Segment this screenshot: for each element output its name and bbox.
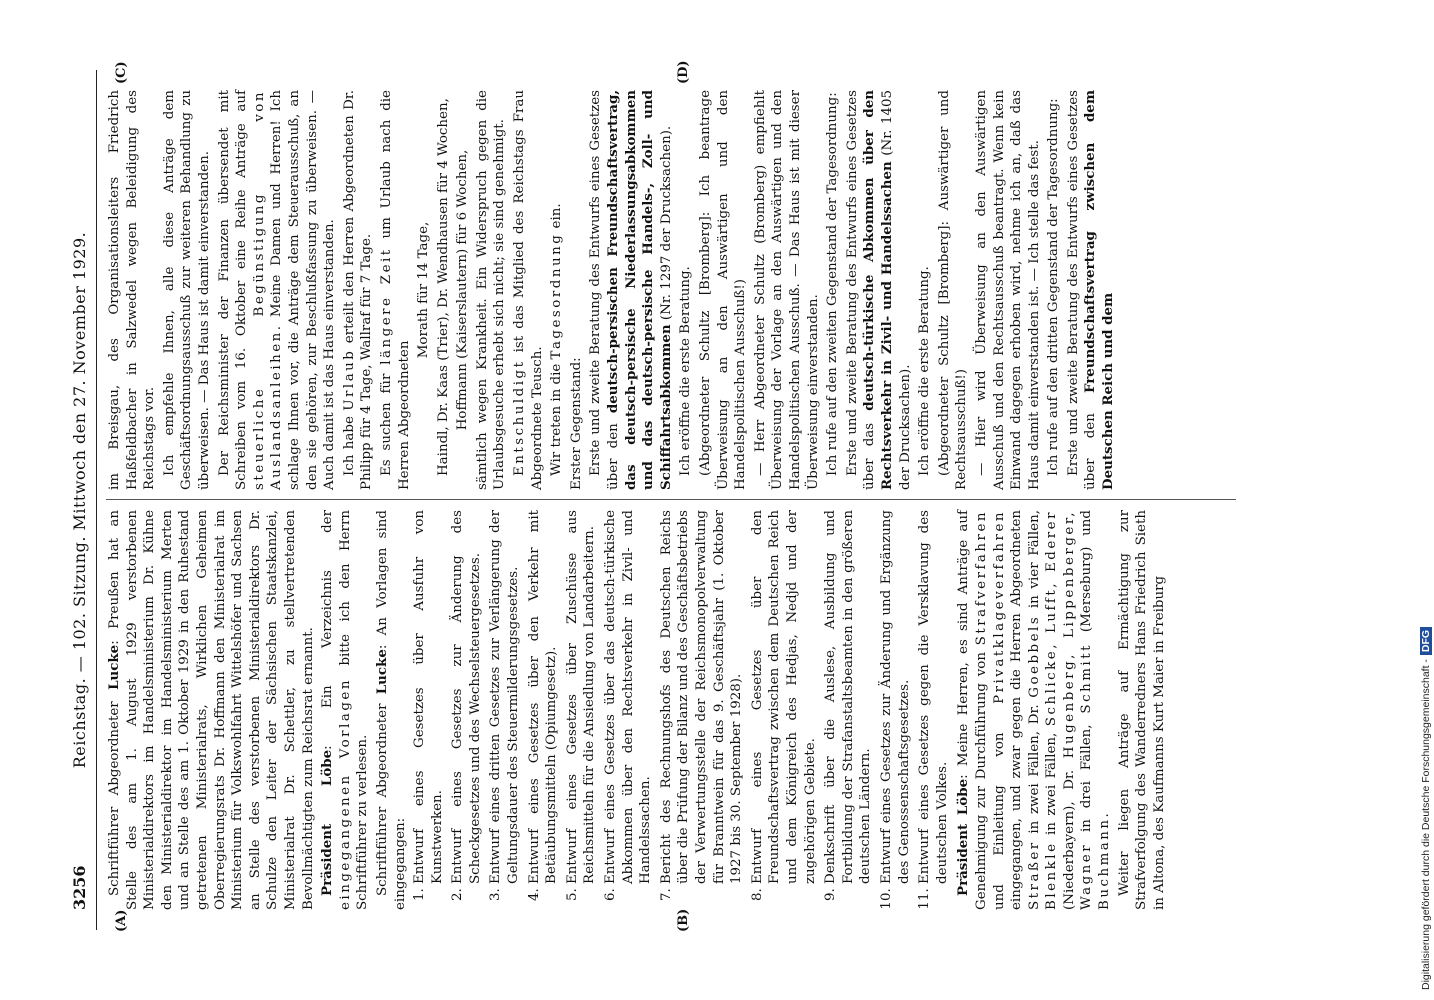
paragraph: Ich rufe auf den dritten Gegenstand der Tagesordnung: [1046, 98, 1062, 476]
list-item: 3. Entwurf eines dritten Gesetzes zur Verlängerung der Geltungsdauer des Steuermilderungsgesetzes. [487, 510, 522, 884]
paragraph: Ich eröffne die erste Beratung. [917, 266, 933, 476]
credit-text: Digitalisierung gefördert durch die Deutsche Forschungsgemeinschaft - [1420, 659, 1432, 990]
dfg-logo: DFG [1420, 627, 1432, 655]
list-item: 5. Entwurf eines Gesetzes über Zuschüsse aus Reichsmitteln für die Ansiedlung von Landarbeitern. [564, 510, 599, 884]
margin-mark-c: (C) [114, 61, 129, 84]
submissions-list [411, 510, 951, 910]
speaker-name: Präsident Löbe [955, 778, 972, 896]
speaker-name: Präsident Löbe [319, 749, 336, 896]
margin-mark-b: (B) [676, 908, 691, 932]
paragraph: im Breisgau, des Organisationsleiters Friedrich Haßfeldbacher in Salzwedel wegen Beleidigung des Reichstags vor. [107, 90, 158, 490]
paragraph: Haindl, Dr. Kaas (Trier), Dr. Wendhausen für 4 Wochen, [435, 98, 451, 476]
header-rule [96, 70, 97, 930]
digitization-credit [1420, 627, 1432, 990]
paragraph: Ich eröffne die erste Beratung. [678, 266, 694, 476]
list-item: 6. Entwurf eines Gesetzes über das deutsch-türkische Abkommen über den Rechtsverkehr in Zivil- und Handelssachen. [602, 510, 655, 884]
paragraph: — Herr Abgeordneter Schultz (Bromberg) empfiehlt Überweisung der Vorlage an den Auswärtigen und den Handelspolitischen Ausschuß. — Das Haus ist mit dieser Überweisung einverstanden. [752, 90, 821, 490]
paragraph: — Hier wird Überweisung an den Auswärtigen Ausschuß und den Rechtsausschuß beantragt. Wenn kein Einwand dagegen erhoben wird, nehme ich an, daß das Haus damit einverstanden ist. — Ich stelle das fest. [973, 90, 1042, 490]
paragraph: Der Reichsminister der Finanzen übersendet mit Schreiben vom 16. Oktober eine Reihe Anträge auf steuerliche Begünstigung von Auslandsanleihen. Meine Damen und Herren! Ich schlage Ihnen vor, die Anträge dem Steuerausschuß, an den sie gehören, zur Beschlußfassung zu überweisen. — Auch damit ist das Haus einverstanden. [216, 90, 338, 490]
agenda-item: Erste und zweite Beratung des Entwurfs eines Gesetzes über das deutsch-türkische Abkommen über den Rechtsverkehr in Zivil- und Handelssachen (Nr. 1405 der Drucksachen). [844, 90, 913, 490]
paragraph: Wir treten in die Tagesordnung ein. [549, 203, 565, 476]
paragraph: Präsident Löbe: Ein Verzeichnis der eingegangenen Vorlagen bitte ich den Herrn Schriftführer zu verlesen. [319, 510, 371, 910]
list-item: 7. Bericht des Rechnungshofs des Deutschen Reichs über die Prüfung der Bilanz und des Geschäftsbetriebs der Verwertungsstelle der Reichsmonopolverwaltung für Branntwein für das 9. Geschäftsjahr (1. Oktober 1927 bis 30. September 1928). [658, 510, 746, 884]
list-item: 8. Entwurf eines Gesetzes über den Freundschaftsvertrag zwischen dem Deutschen Reich und dem Königreich des Hedjas, Nedjd und der zugehörigen Gebiete. [749, 510, 819, 884]
list-item: 2. Entwurf eines Gesetzes zur Änderung des Scheckgesetzes und des Wechselsteuergesetzes. [449, 510, 484, 884]
list-item: 11. Entwurf eines Gesetzes gegen die Versklavung des deutschen Volkes. [916, 510, 951, 884]
list-item: 1. Entwurf eines Gesetzes über Ausfuhr von Kunstwerken. [411, 510, 446, 884]
paragraph: Weiter liegen Anträge auf Ermächtigung zur Strafverfolgung des Wanderredners Hans Friedrich Sieth in Altona, des Kaufmanns Kurt Maier in Freiburg [1116, 510, 1167, 910]
page-header [66, 70, 96, 930]
paragraph: Präsident Löbe: Meine Herren, es sind Anträge auf Genehmigung zur Durchführung von Strafverfahren und Einleitung von Privatklageverfahren eingegangen, und zwar gegen die Herren Abgeordneten Straßer in zwei Fällen, Dr. Goebbels in vier Fällen, Blenkle in zwei Fällen, Schlicke, Lufft, Ederer (Niederbayern), Dr. Hugenberg, Lippenberger, Wagner in drei Fällen, Schmitt (Merseburg) und Buchmann. [955, 509, 1113, 910]
agenda-item: Erste und zweite Beratung des Entwurfs eines Gesetzes über den deutsch-persischen Freundschaftsvertrag, das deutsch-persische Niederlassungsabkommen und das deutsch-persische Handels-, Zoll- und Schiffahrtsabkommen (Nr. 1297 der Drucksachen). [588, 90, 674, 490]
margin-mark-a: (A) [114, 909, 129, 932]
paragraph: Ich rufe auf den zweiten Gegenstand der Tagesordnung: [825, 92, 841, 476]
page-number: 3256 [70, 865, 89, 910]
margin-mark-d: (D) [676, 60, 691, 84]
paragraph: Schriftführer Abgeordneter Lucke: An Vorlagen sind eingegangen: [373, 509, 408, 910]
right-column [106, 90, 1120, 490]
paragraph: Ich habe Urlaub erteilt den Herren Abgeordneten Dr. Philipp für 4 Tage, Wallraf für 7 Tage. [341, 90, 375, 490]
speaker-name: Lucke [106, 644, 122, 690]
document-page [66, 60, 1386, 932]
paragraph: Morath für 14 Tage, [416, 221, 432, 359]
interjection: (Abgeordneter Schultz [Bromberg]: Ich beantrage Überweisung an den Auswärtigen und den Handelspolitischen Ausschuß!) [698, 90, 749, 490]
paragraph: Es suchen für längere Zeit um Urlaub nach die Herren Abgeordneten [378, 90, 412, 490]
list-item: 9. Denkschrift über die Auslese, Ausbildung und Fortbildung der Strafanstaltsbeamten in den größeren deutschen Ländern. [822, 510, 875, 884]
paragraph: Ich empfehle Ihnen, alle diese Anträge dem Geschäftsordnungsausschuß zur weiteren Behandlung zu überweisen. — Das Haus ist damit einverstanden. [161, 90, 212, 490]
agenda-item: Erste und zweite Beratung des Entwurfs eines Gesetzes über den Freundschaftsvertrag zwischen dem Deutschen Reich und dem [1065, 90, 1117, 490]
running-title: Reichstag. — 102. Sitzung. Mittwoch den 27. November 1929. [70, 231, 89, 769]
column-divider [106, 499, 1236, 500]
interjection: (Abgeordneter Schultz [Bromberg]: Auswärtiger und Rechtsausschuß!) [936, 90, 970, 490]
list-item: 4. Entwurf eines Gesetzes über den Verkehr mit Betäubungsmitteln (Opiumgesetz). [526, 510, 561, 884]
paragraph: Entschuldigt ist das Mitglied des Reichstags Frau Abgeordnete Teusch. [512, 90, 545, 490]
left-column [106, 510, 1170, 910]
paragraph: sämtlich wegen Krankheit. Ein Widerspruch gegen die Urlaubsgesuche erhebt sich nicht; sie sind genehmigt. [474, 90, 508, 490]
paragraph: Erster Gegenstand: [568, 357, 584, 490]
list-item: 10. Entwurf eines Gesetzes zur Änderung und Ergänzung des Genossenschaftsgesetzes. [878, 510, 913, 884]
paragraph: Hoffmann (Kaiserslautern) für 6 Wochen, [455, 149, 471, 431]
speaker-name: Lucke [373, 649, 390, 695]
paragraph: Schriftführer Abgeordneter Lucke: Preußen hat an Stelle des am 1. August 1929 verstorbenen Ministerialdirektors im Handelsministerium Dr. Kühne den Ministerialdirektor im Handelsministerium Merten und an Stelle des am 1. Oktober 1929 in den Ruhestand getretenen Ministerialrats, Wirklichen Geheimen Oberregierungsrats Dr. Hoffmann den Ministerialrat im Ministerium für Volkswohlfahrt Wittelshöfer und Sachsen an Stelle des verstorbenen Ministerialdirektors Dr. Schulze den Leiter der Sächsischen Staatskanzlei, Ministerialrat Dr. Schettler, zu stellvertretenden Bevollmächtigten zum Reichsrat ernannt. [106, 510, 316, 910]
